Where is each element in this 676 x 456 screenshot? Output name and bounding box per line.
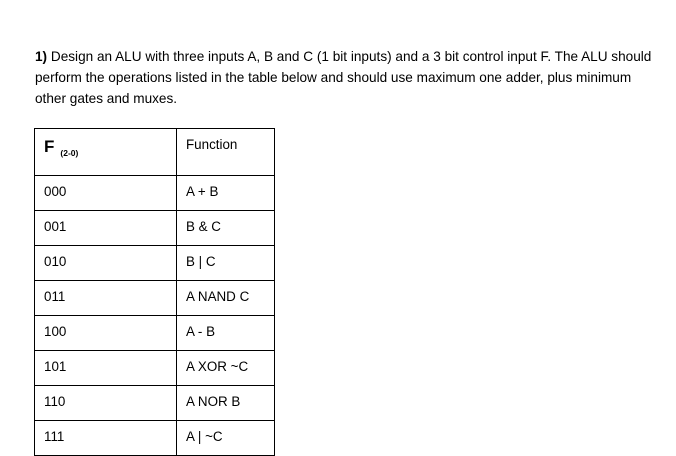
table-row <box>35 176 275 211</box>
function-cell: A XOR ~C <box>177 351 275 386</box>
table-row <box>35 246 275 281</box>
function-cell: A + B <box>177 176 275 211</box>
question-number: 1) <box>35 49 48 64</box>
header-f-subscript: (2-0) <box>60 148 79 158</box>
function-cell: B & C <box>177 211 275 246</box>
table-row <box>35 386 275 421</box>
table-row <box>35 421 275 456</box>
f-code-cell: 101 <box>35 351 177 386</box>
table-header-row <box>35 129 275 176</box>
question-text <box>35 46 665 109</box>
function-cell: A NAND C <box>177 281 275 316</box>
function-cell: B | C <box>177 246 275 281</box>
f-code-cell: 111 <box>35 421 177 456</box>
alu-function-table <box>34 128 275 456</box>
f-code-cell: 010 <box>35 246 177 281</box>
function-cell: A | ~C <box>177 421 275 456</box>
table-row <box>35 281 275 316</box>
question-body: Design an ALU with three inputs A, B and C (1 bit inputs) and a 3 bit control input F. The ALU should perform the operations listed in the table below and should use maximum one adder, plus minimum other gates and muxes. <box>35 49 652 106</box>
function-cell: A NOR B <box>177 386 275 421</box>
f-code-cell: 110 <box>35 386 177 421</box>
header-function: Function <box>177 129 275 176</box>
header-f <box>35 129 177 176</box>
header-f-label: F <box>44 137 55 156</box>
f-code-cell: 000 <box>35 176 177 211</box>
table-row <box>35 351 275 386</box>
f-code-cell: 100 <box>35 316 177 351</box>
table-row <box>35 316 275 351</box>
f-code-cell: 011 <box>35 281 177 316</box>
table-row <box>35 211 275 246</box>
f-code-cell: 001 <box>35 211 177 246</box>
function-cell: A - B <box>177 316 275 351</box>
